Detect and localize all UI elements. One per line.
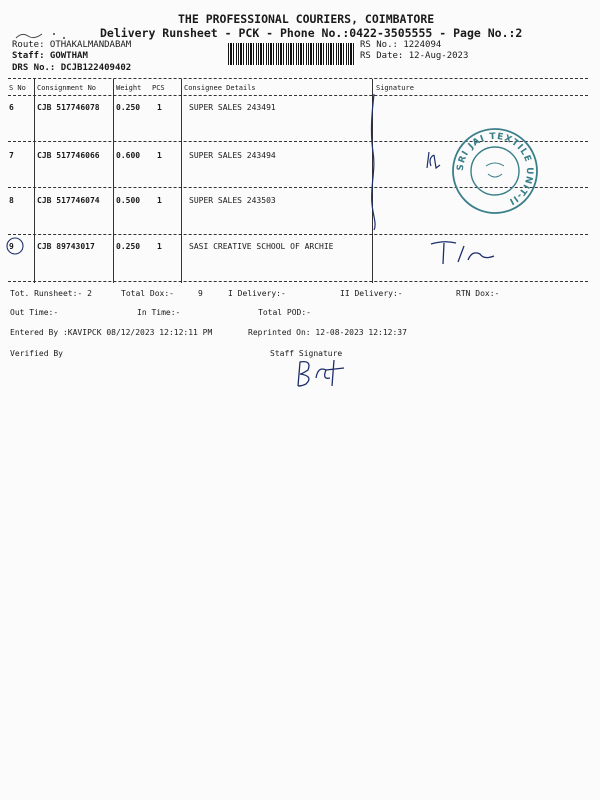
row-sno: 7 (9, 151, 14, 160)
handwritten-signature-stroke (360, 92, 390, 232)
rs-date: RS Date: 12-Aug-2023 (360, 51, 469, 61)
handwritten-initials (424, 150, 444, 172)
row-sno: 9 (9, 242, 14, 251)
row-rule (8, 234, 588, 235)
col-header-sno: S No (9, 84, 26, 92)
runsheet-subtitle: Delivery Runsheet - PCK - Phone No.:0422-3505555 - Page No.:2 (100, 26, 523, 40)
row-pcs: 1 (157, 103, 162, 112)
row-weight: 0.500 (116, 196, 141, 205)
table-bottom-rule (8, 281, 588, 282)
staff-signature-scribble (292, 356, 352, 390)
row-sno: 8 (9, 196, 14, 205)
i-delivery: I Delivery:- (228, 289, 286, 298)
route-label: Route: OTHAKALMANDABAM (12, 40, 132, 50)
table-top-rule (8, 78, 588, 79)
in-time: In Time:- (137, 308, 181, 317)
row-consignment: CJB 517746074 (37, 196, 100, 205)
row-pcs: 1 (157, 196, 162, 205)
row-consignee: SASI CREATIVE SCHOOL OF ARCHIE (189, 242, 334, 251)
barcode (228, 43, 356, 65)
col-divider (113, 79, 114, 283)
handwritten-row9-signature (428, 238, 498, 270)
row-weight: 0.600 (116, 151, 141, 160)
drs-number: DRS No.: DCJB122409402 (12, 63, 132, 73)
col-header-consignment: Consignment No (37, 84, 97, 92)
staff-label: Staff: GOWTHAM (12, 51, 88, 61)
rs-number: RS No.: 1224094 (360, 40, 442, 50)
col-header-weight: Weight (116, 84, 142, 92)
rtn-dox: RTN Dox:- (456, 289, 500, 298)
col-header-signature: Signature (376, 84, 414, 92)
reprinted-on: Reprinted On: 12-08-2023 12:12:37 (248, 328, 407, 337)
total-dox-label: Total Dox:- (121, 289, 174, 298)
row-weight: 0.250 (116, 242, 141, 251)
col-divider (181, 79, 182, 283)
tot-runsheet: Tot. Runsheet:- 2 (10, 289, 92, 298)
col-header-consignee: Consignee Details (184, 84, 256, 92)
total-pod: Total POD:- (258, 308, 311, 317)
col-header-pcs: PCS (152, 84, 165, 92)
total-dox-value: 9 (198, 289, 203, 298)
verified-by: Verified By (10, 349, 63, 358)
stamp-ring-text: SRI JAI TEXTILE UNIT-II (455, 131, 535, 207)
row-sno: 6 (9, 103, 14, 112)
row-consignment: CJB 517746066 (37, 151, 100, 160)
row-consignee: SUPER SALES 243494 (189, 151, 276, 160)
row-consignment: CJB 517746078 (37, 103, 100, 112)
col-divider (34, 79, 35, 283)
row-consignment: CJB 89743017 (37, 242, 95, 251)
row-weight: 0.250 (116, 103, 141, 112)
row-pcs: 1 (157, 242, 162, 251)
row-pcs: 1 (157, 151, 162, 160)
entered-by: Entered By :KAVIPCK 08/12/2023 12:12:11 PM (10, 328, 213, 337)
staff-signature-label: Staff Signature (270, 349, 343, 358)
row-consignee: SUPER SALES 243491 (189, 103, 276, 112)
company-title: THE PROFESSIONAL COURIERS, COIMBATORE (178, 12, 435, 26)
header-bottom-rule (8, 95, 588, 96)
out-time: Out Time:- (10, 308, 59, 317)
ii-delivery: II Delivery:- (340, 289, 403, 298)
handwritten-circle-mark (4, 236, 26, 256)
company-stamp (450, 126, 540, 216)
row-consignee: SUPER SALES 243503 (189, 196, 276, 205)
